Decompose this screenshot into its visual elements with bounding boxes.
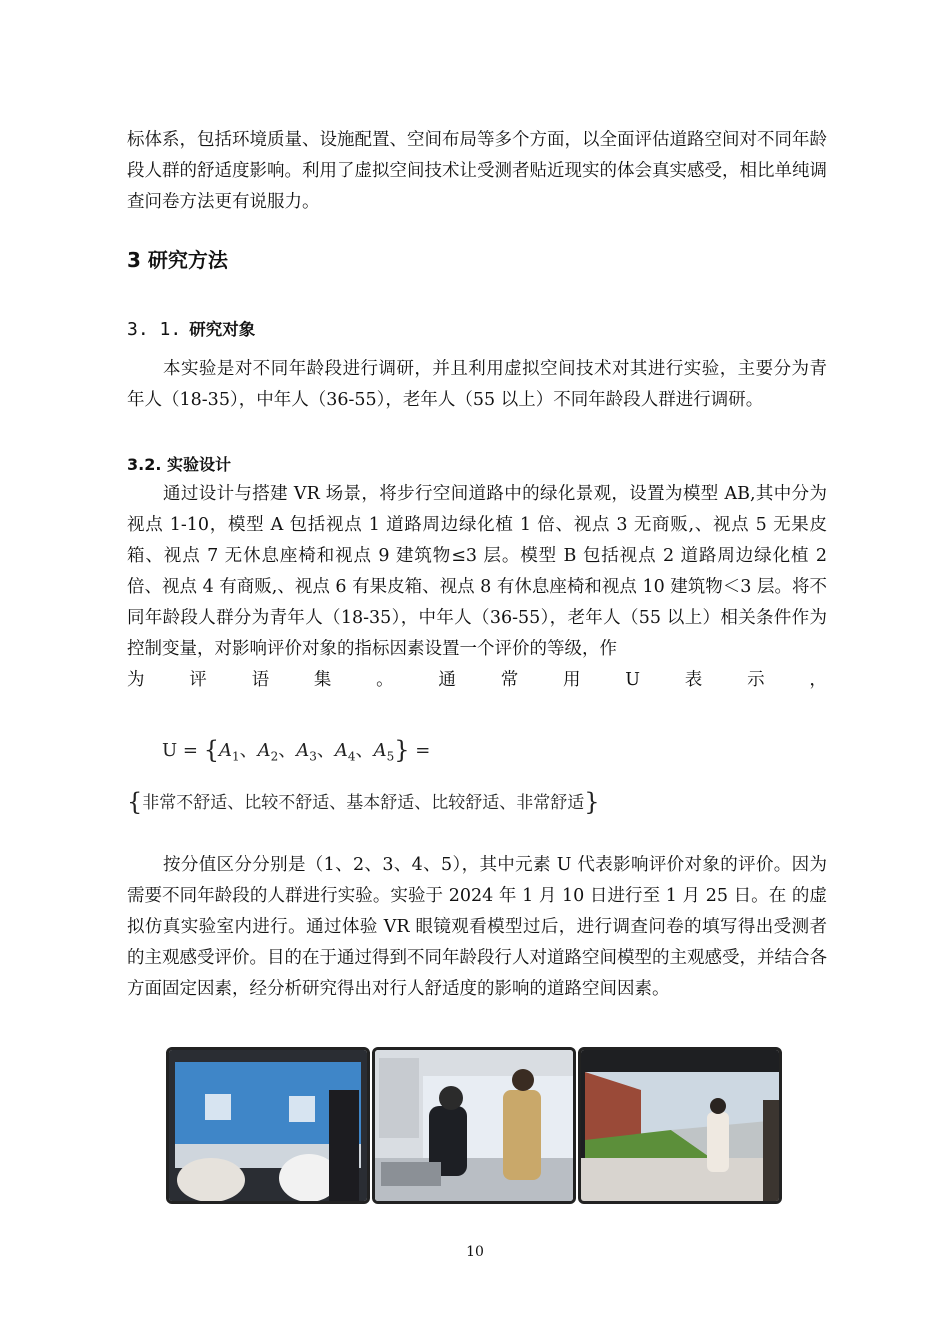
close-brace: }	[584, 788, 600, 816]
method-paragraph: 按分值区分分别是（1、2、3、4、5），其中元素 U 代表影响评价对象的评价。因为需要不同年龄段的人群进行实验。实验于 2024 年 1 月 10 日进行至 1 月 25 日。在 的虚拟仿真实验室内进行。通过体验 VR 眼镜观看模型过后，进行调查问卷的填写得出受测者的主观感受评价。目的在于通过得到不同年龄段行人对道路空间模型的主观感受，并结合各方面固定因素，经分析研究得出对行人舒适度的影响的道路空间因素。	[127, 855, 827, 999]
formula-element: A	[219, 740, 232, 761]
formula-subscript: 3	[309, 749, 317, 764]
formula-subscript: 1	[232, 749, 240, 764]
spread-char: 为	[127, 670, 145, 690]
formula-lhs: U =	[162, 740, 198, 761]
section-3-1-paragraph: 本实验是对不同年龄段进行调研，并且利用虚拟空间技术对其进行实验，主要分为青年人（18-35），中年人（36-55），老年人（55 以上）不同年龄段人群进行调研。	[127, 359, 827, 410]
page-number: 10	[466, 1244, 484, 1260]
section-3-1-heading	[127, 316, 827, 340]
photo-lab-vr-headset	[372, 1047, 576, 1204]
photo-lab-street-scene	[578, 1047, 782, 1204]
section-3-1-title: 研究对象	[189, 320, 256, 339]
formula-subscript: 5	[386, 749, 395, 764]
formula-element: A	[334, 740, 348, 761]
spread-char: 语	[251, 670, 270, 690]
open-brace: {	[203, 736, 219, 764]
lab-photos	[166, 1047, 782, 1204]
formula-element: A	[257, 740, 271, 761]
formula-separator: 、	[355, 740, 374, 761]
formula-line-2	[127, 788, 600, 816]
formula-separator: 、	[278, 740, 297, 761]
spread-char: 表	[684, 670, 703, 690]
method-body	[127, 850, 827, 1005]
formula-subscript: 4	[347, 749, 356, 764]
intro-paragraph: 标体系，包括环境质量、设施配置、空间布局等多个方面，以全面评估道路空间对不同年龄段人群的舒适度影响。利用了虚拟空间技术让受测者贴近现实的体会真实感受，相比单纯调查问卷方法更有说服力。	[127, 130, 827, 212]
formula-separator: 、	[316, 740, 335, 761]
photo-lab-vr-headset-image	[375, 1050, 573, 1201]
section-3-2-heading	[127, 452, 827, 475]
section-3-1-body	[127, 354, 827, 416]
spread-char: 评	[189, 670, 207, 690]
spread-char: U	[625, 670, 640, 690]
section-3-2-title: 3.2. 实验设计	[127, 455, 231, 474]
formula-element: A	[296, 740, 310, 761]
photo-lab-screen-windows-image	[169, 1050, 367, 1201]
section-3-2-paragraph: 通过设计与搭建 VR 场景，将步行空间道路中的绿化景观，设置为模型 AB,其中分为视点 1-10，模型 A 包括视点 1 道路周边绿化植 1 倍、视点 3 无商贩,、视点 5 无果皮箱、视点 7 无休息座椅和视点 9 建筑物≤3 层。模型 B 包括视点 2 道路周边绿化植 2 倍、视点 4 有商贩,、视点 6 有果皮箱、视点 8 有休息座椅和视点 10 建筑物＜3 层。将不同年龄段人群分为青年人（18-35），中年人（36-55），老年人（55 以上）相关条件作为控制变量，对影响评价对象的指标因素设置一个评价的等级，作	[127, 484, 827, 659]
evaluation-set-line	[127, 665, 827, 696]
spread-char: 常	[500, 670, 519, 690]
intro-block	[127, 125, 827, 218]
section-3-heading	[127, 244, 827, 273]
spread-char: 集	[313, 670, 332, 690]
photo-lab-screen-windows	[166, 1047, 370, 1204]
section-3-2-body	[127, 479, 827, 696]
formula-equals: =	[415, 740, 431, 761]
formula-subscript: 2	[270, 749, 279, 764]
spread-char: 。	[376, 670, 394, 690]
spread-char: 通	[438, 670, 456, 690]
spread-char: 示	[747, 670, 765, 690]
formula-set: 非常不舒适、比较不舒适、基本舒适、比较舒适、非常舒适	[142, 793, 585, 813]
spread-char: 用	[562, 670, 581, 690]
spread-char: ，	[809, 670, 827, 690]
close-brace: }	[394, 736, 410, 764]
section-3-title: 3 研究方法	[127, 248, 228, 272]
section-3-1-number: 3. 1.	[127, 319, 182, 340]
formula-line-1	[162, 736, 430, 764]
formula-separator: 、	[239, 740, 258, 761]
open-brace: {	[127, 788, 143, 816]
formula-element: A	[373, 740, 387, 761]
photo-lab-street-scene-image	[581, 1050, 779, 1201]
